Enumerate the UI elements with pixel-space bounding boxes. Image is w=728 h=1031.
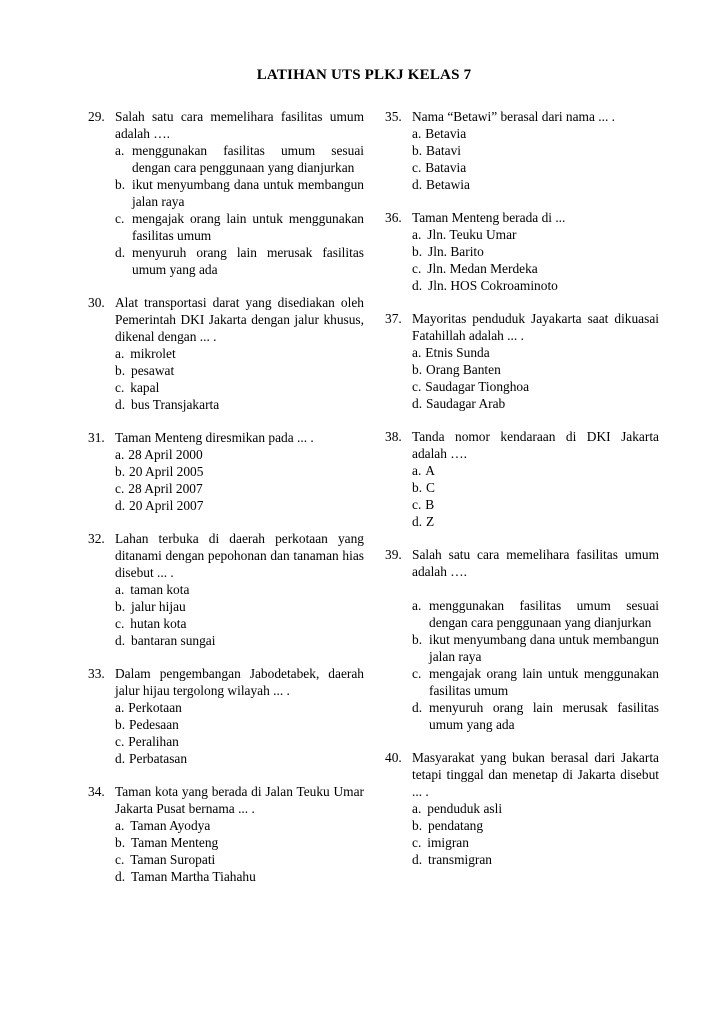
answer-option <box>115 699 364 716</box>
question-item <box>88 665 364 767</box>
option-text: Jln. HOS Cokroaminoto <box>428 278 558 293</box>
answer-option <box>412 277 659 294</box>
answer-option <box>412 462 659 479</box>
option-letter: d. <box>115 869 126 884</box>
option-text: Perbatasan <box>129 751 188 766</box>
answer-option <box>115 176 364 210</box>
option-text: Batavi <box>426 143 462 158</box>
question-item <box>385 428 659 530</box>
option-text: bus Transjakarta <box>131 397 220 412</box>
answer-option <box>412 395 659 412</box>
option-text: ikut menyumbang dana untuk membangun jalan raya <box>132 177 364 209</box>
option-text: A <box>425 463 435 478</box>
question-number: 36. <box>385 210 402 225</box>
answer-option <box>412 260 659 277</box>
option-text: mikrolet <box>130 346 176 361</box>
option-text: Z <box>426 514 435 529</box>
question-number: 39. <box>385 547 402 562</box>
option-text: pesawat <box>131 363 175 378</box>
option-letter: a. <box>115 346 125 361</box>
answer-option <box>115 868 364 885</box>
option-text: Etnis Sunda <box>425 345 490 360</box>
option-letter: d. <box>412 514 423 529</box>
option-text: Batavia <box>425 160 467 175</box>
option-letter: b. <box>115 717 126 732</box>
question-text: Taman kota yang berada di Jalan Teuku Umar Jakarta Pusat bernama ... . <box>115 784 364 816</box>
option-text: Pedesaan <box>129 717 179 732</box>
option-text: jalur hijau <box>131 599 186 614</box>
option-text: Saudagar Tionghoa <box>425 379 530 394</box>
option-letter: c. <box>115 211 125 226</box>
option-letter: d. <box>115 245 126 260</box>
option-letter: d. <box>115 751 126 766</box>
option-text: Saudagar Arab <box>426 396 506 411</box>
answer-option <box>412 125 659 142</box>
answer-option <box>115 598 364 615</box>
answer-option <box>115 210 364 244</box>
answer-option <box>115 632 364 649</box>
answer-option <box>115 345 364 362</box>
answer-option <box>115 362 364 379</box>
question-item <box>88 294 364 413</box>
answer-option <box>412 800 659 817</box>
question-number: 40. <box>385 750 402 765</box>
option-letter: c. <box>412 497 422 512</box>
answer-option <box>115 446 364 463</box>
option-text: Taman Suropati <box>130 852 216 867</box>
option-text: imigran <box>427 835 469 850</box>
answer-option <box>412 631 659 665</box>
option-letter: c. <box>115 481 125 496</box>
question-item <box>88 429 364 514</box>
question-number: 34. <box>88 784 105 799</box>
answer-option <box>115 716 364 733</box>
option-letter: b. <box>115 177 126 192</box>
answer-option <box>115 733 364 750</box>
option-letter: a. <box>412 345 422 360</box>
option-letter: b. <box>115 835 126 850</box>
answer-option <box>115 463 364 480</box>
question-item <box>88 783 364 885</box>
question-text: Salah satu cara memelihara fasilitas umum adalah …. <box>412 547 659 579</box>
answer-option <box>115 750 364 767</box>
option-text: Jln. Teuku Umar <box>427 227 517 242</box>
option-letter: c. <box>412 261 422 276</box>
answer-option <box>412 361 659 378</box>
option-letter: a. <box>412 598 422 613</box>
question-text: Mayoritas penduduk Jayakarta saat dikuasai Fatahillah adalah ... . <box>412 311 659 343</box>
option-text: mengajak orang lain untuk menggunakan fasilitas umum <box>429 666 659 698</box>
question-number: 29. <box>88 109 105 124</box>
answer-option <box>115 497 364 514</box>
question-item <box>385 108 659 193</box>
option-letter: c. <box>115 734 125 749</box>
option-text: mengajak orang lain untuk menggunakan fasilitas umum <box>132 211 364 243</box>
option-letter: d. <box>412 396 423 411</box>
answer-option <box>412 597 659 631</box>
option-text: C <box>426 480 435 495</box>
answer-option <box>412 142 659 159</box>
question-item <box>88 530 364 649</box>
answer-option <box>412 496 659 513</box>
option-letter: a. <box>115 582 125 597</box>
option-letter: d. <box>412 852 423 867</box>
option-letter: c. <box>412 160 422 175</box>
option-letter: a. <box>115 143 125 158</box>
option-letter: d. <box>412 278 423 293</box>
option-letter: c. <box>115 380 125 395</box>
option-letter: b. <box>115 599 126 614</box>
answer-option <box>115 615 364 632</box>
answer-option <box>115 817 364 834</box>
question-number: 35. <box>385 109 402 124</box>
question-number: 30. <box>88 295 105 310</box>
option-text: menggunakan fasilitas umum sesuai dengan cara penggunaan yang dianjurkan <box>132 143 364 175</box>
answer-option <box>115 834 364 851</box>
option-text: hutan kota <box>130 616 187 631</box>
answer-option <box>115 480 364 497</box>
option-text: Taman Menteng <box>131 835 219 850</box>
answer-option <box>412 344 659 361</box>
page-title: LATIHAN UTS PLKJ KELAS 7 <box>256 67 472 83</box>
option-text: Taman Martha Tiahahu <box>131 869 256 884</box>
option-text: menyuruh orang lain merusak fasilitas umum yang ada <box>429 700 659 732</box>
question-number: 33. <box>88 666 105 681</box>
question-text: Tanda nomor kendaraan di DKI Jakarta adalah …. <box>412 429 659 461</box>
blank-line <box>412 580 659 597</box>
answer-option <box>412 851 659 868</box>
answer-option <box>115 142 364 176</box>
option-letter: b. <box>412 362 423 377</box>
answer-option <box>412 159 659 176</box>
option-text: ikut menyumbang dana untuk membangun jalan raya <box>429 632 659 664</box>
answer-option <box>412 176 659 193</box>
answer-option <box>412 665 659 699</box>
option-text: Orang Banten <box>426 362 501 377</box>
option-letter: b. <box>412 480 423 495</box>
option-letter: d. <box>115 397 126 412</box>
option-letter: d. <box>115 498 126 513</box>
question-number: 31. <box>88 430 105 445</box>
option-letter: a. <box>115 818 125 833</box>
option-text: 28 April 2000 <box>128 447 203 462</box>
option-letter: a. <box>115 447 125 462</box>
option-letter: c. <box>115 616 125 631</box>
answer-option <box>412 243 659 260</box>
question-text: Masyarakat yang bukan berasal dari Jakarta tetapi tinggal dan menetap di Jakarta disebut ... . <box>412 750 659 799</box>
option-text: kapal <box>130 380 160 395</box>
answer-option <box>412 378 659 395</box>
question-number: 38. <box>385 429 402 444</box>
option-letter: c. <box>412 379 422 394</box>
answer-option <box>412 513 659 530</box>
option-letter: b. <box>412 244 423 259</box>
question-item <box>88 108 364 278</box>
option-text: menyuruh orang lain merusak fasilitas umum yang ada <box>132 245 364 277</box>
question-number: 37. <box>385 311 402 326</box>
option-letter: a. <box>412 126 422 141</box>
answer-option <box>115 396 364 413</box>
option-letter: c. <box>412 666 422 681</box>
option-letter: b. <box>412 632 423 647</box>
option-letter: c. <box>115 852 125 867</box>
option-text: 20 April 2005 <box>129 464 204 479</box>
question-text: Taman Menteng diresmikan pada ... . <box>115 430 314 445</box>
question-item <box>385 209 659 294</box>
left-column <box>88 108 364 901</box>
question-item <box>385 310 659 412</box>
option-letter: a. <box>412 801 422 816</box>
question-item <box>385 749 659 868</box>
option-letter: a. <box>412 463 422 478</box>
answer-option <box>412 479 659 496</box>
option-letter: b. <box>412 143 423 158</box>
option-text: Betavia <box>425 126 467 141</box>
answer-option <box>412 226 659 243</box>
option-letter: d. <box>412 177 423 192</box>
option-letter: b. <box>115 363 126 378</box>
option-letter: a. <box>412 227 422 242</box>
option-text: Taman Ayodya <box>130 818 211 833</box>
option-letter: c. <box>412 835 422 850</box>
option-text: transmigran <box>428 852 493 867</box>
option-letter: d. <box>115 633 126 648</box>
option-letter: a. <box>115 700 125 715</box>
question-text: Nama “Betawi” berasal dari nama ... . <box>412 109 615 124</box>
question-text: Alat transportasi darat yang disediakan oleh Pemerintah DKI Jakarta dengan jalur khusus, dikenal dengan ... . <box>115 295 364 344</box>
option-text: Jln. Medan Merdeka <box>427 261 538 276</box>
option-text: penduduk asli <box>427 801 503 816</box>
option-text: 20 April 2007 <box>129 498 204 513</box>
option-text: Betawia <box>426 177 470 192</box>
question-number: 32. <box>88 531 105 546</box>
option-text: menggunakan fasilitas umum sesuai dengan cara penggunaan yang dianjurkan <box>429 598 659 630</box>
option-letter: d. <box>412 700 423 715</box>
option-text: bantaran sungai <box>131 633 216 648</box>
option-text: Perkotaan <box>128 700 182 715</box>
answer-option <box>115 581 364 598</box>
option-text: 28 April 2007 <box>128 481 203 496</box>
option-text: B <box>425 497 435 512</box>
option-letter: b. <box>115 464 126 479</box>
answer-option <box>412 817 659 834</box>
question-text: Salah satu cara memelihara fasilitas umum adalah …. <box>115 109 364 141</box>
option-text: Peralihan <box>128 734 179 749</box>
answer-option <box>412 834 659 851</box>
option-text: pendatang <box>428 818 484 833</box>
question-text: Taman Menteng berada di ... <box>412 210 566 225</box>
answer-option <box>115 244 364 278</box>
answer-option <box>412 699 659 733</box>
answer-option <box>115 851 364 868</box>
answer-option <box>115 379 364 396</box>
option-text: taman kota <box>130 582 190 597</box>
option-text: Jln. Barito <box>428 244 484 259</box>
question-text: Lahan terbuka di daerah perkotaan yang ditanami dengan pepohonan dan tanaman hias disebut ... . <box>115 531 364 580</box>
question-text: Dalam pengembangan Jabodetabek, daerah jalur hijau tergolong wilayah ... . <box>115 666 364 698</box>
option-letter: b. <box>412 818 423 833</box>
right-column <box>385 108 659 884</box>
question-item <box>385 546 659 733</box>
